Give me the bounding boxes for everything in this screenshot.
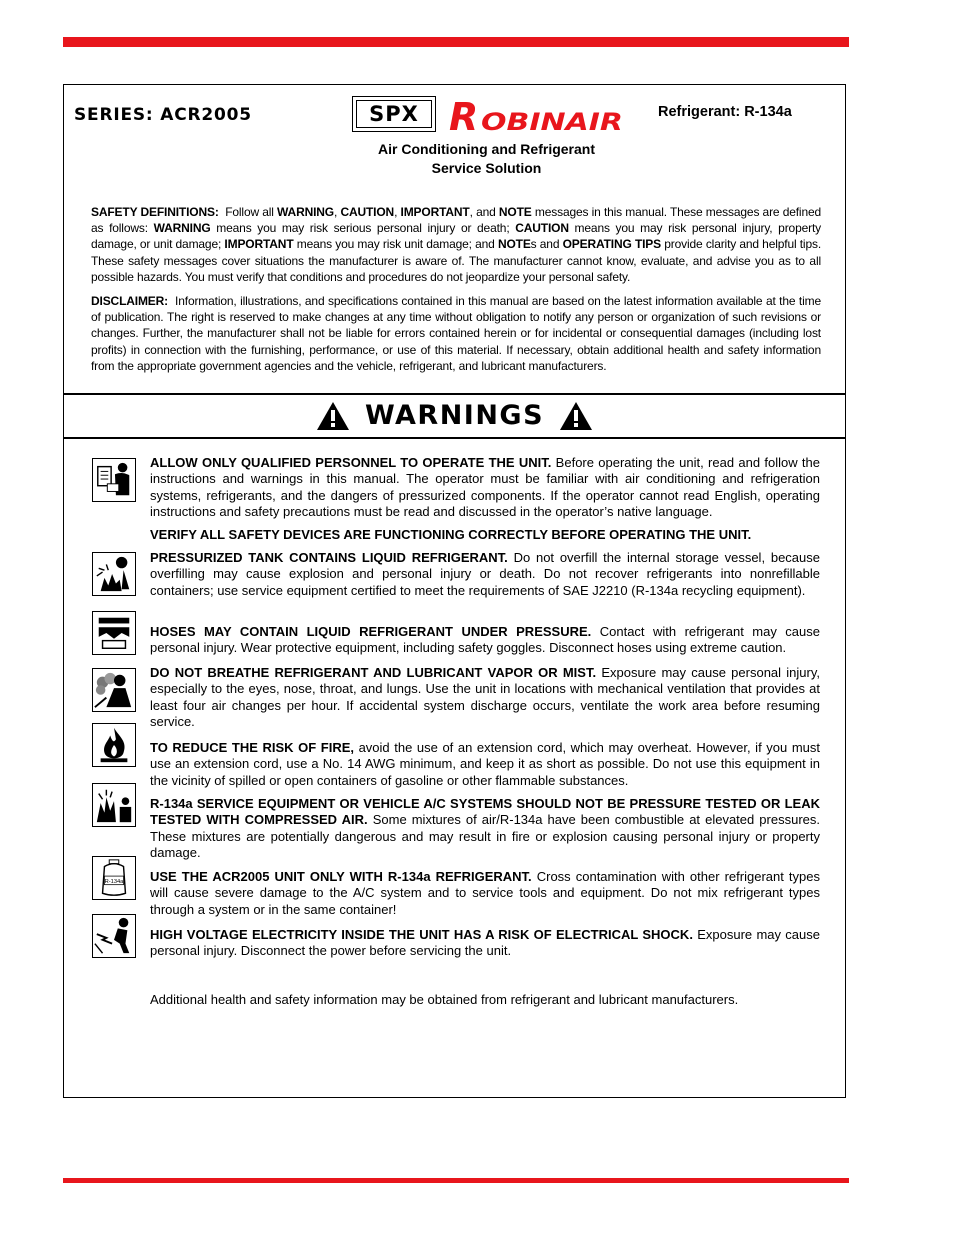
text: provide clarity and helpful tips. These safety messages cover situations the manufacturer is aware of. The manufacturer cannot know, evaluate, and advise you as to all possible hazards. You must verify that conditions and procedures do not jeopardize your personal safety. — [91, 237, 821, 284]
spx-logo-text: SPX — [356, 100, 432, 128]
warning-triangle-icon — [315, 400, 351, 432]
text: means you may risk personal injury, property damage, or unit damage; — [91, 221, 821, 252]
warning-triangle-icon — [558, 400, 594, 432]
text: messages in this manual. These messages are defined as follows: — [91, 205, 822, 236]
warnings-heading — [64, 397, 845, 435]
refrigerant-label: Refrigerant: R-134a — [658, 104, 792, 120]
warning-qualified-personnel — [150, 455, 820, 521]
warning-compressed-air — [150, 796, 820, 862]
read-manual-icon — [92, 458, 136, 502]
warning-headline: R-134a SERVICE EQUIPMENT OR VEHICLE A/C SYSTEMS SHOULD NOT BE PRESSURE TESTED OR LEAK TESTED WITH COMPRESSED AIR. — [150, 796, 820, 828]
term-caution: CAUTION — [515, 221, 569, 236]
spx-logo — [352, 96, 436, 132]
safety-definitions — [91, 204, 821, 285]
text: s and — [530, 237, 563, 252]
warnings-title: WARNINGS — [364, 400, 545, 431]
electric-shock-icon — [92, 914, 136, 958]
robinair-logo-rest: OBINAIR — [481, 108, 623, 136]
tank-label: R-134a — [104, 878, 124, 885]
disclaimer-label: DISCLAIMER: — [91, 294, 169, 308]
warning-headline: ALLOW ONLY QUALIFIED PERSONNEL TO OPERATE THE UNIT. — [150, 455, 552, 470]
top-red-bar — [63, 37, 849, 47]
warning-pressurized-tank — [150, 550, 820, 599]
text: means you may risk unit damage; and — [293, 237, 498, 252]
warning-high-voltage — [150, 927, 820, 960]
warning-headline: USE THE ACR2005 UNIT ONLY WITH R-134a REFRIGERANT. — [150, 869, 532, 884]
term-warning: WARNING — [277, 205, 334, 219]
term-note: NOTE — [498, 205, 532, 219]
text: , — [334, 205, 341, 219]
warning-body: Do not overfill the internal storage vessel, because overfilling may cause explosion and personal injury or death. Do not recover refrigerants into nonrefillable containers; use service equipment certified to meet the requirements of SAE J2210 (R-134a recycling equipment). — [150, 550, 820, 598]
footer-note: Additional health and safety information may be obtained from refrigerant and lubricant manufacturers. — [150, 992, 739, 1007]
disclaimer — [91, 293, 821, 374]
series-title: SERIES: ACR2005 — [74, 105, 252, 125]
subtitle-line-1: Air Conditioning and Refrigerant — [378, 141, 595, 157]
disclaimer-text: Information, illustrations, and specifications contained in this manual are based on the latest information available at the time of publication. The right is reserved to make changes at any time without obligation to notify any person or organization of such revisions or changes. Further, the manufacturer shall not be liable for errors contained herein or for incidental or consequential damages (including lost profits) in connection with the furnishing, performance, or use of this material. If necessary, obtain additional health and safety information from the appropriate government agencies and the vehicle, refrigerant, and lubricant manufacturers. — [91, 294, 821, 373]
warning-headline: HIGH VOLTAGE ELECTRICITY INSIDE THE UNIT HAS A RISK OF ELECTRICAL SHOCK. — [150, 927, 693, 942]
term-warning: WARNING — [153, 221, 211, 236]
warning-body: Exposure may cause personal injury. Disconnect the power before servicing the unit. — [150, 927, 820, 959]
fire-icon — [92, 723, 136, 767]
warning-headline: PRESSURIZED TANK CONTAINS LIQUID REFRIGERANT. — [150, 550, 508, 565]
safety-label: SAFETY DEFINITIONS: — [91, 205, 219, 219]
bottom-red-bar — [63, 1178, 849, 1183]
text: means you may risk serious personal injury or death; — [210, 221, 516, 236]
robinair-logo — [447, 97, 627, 137]
warning-body: avoid the use of an extension cord, which may overheat. However, if you must use an extension cord, use a No. 14 AWG minimum, and keep it as short as possible. Do not use this equipment in the vicinity of spilled or open containers of gasoline or other flammable substances. — [150, 740, 820, 788]
term-important: IMPORTANT — [224, 237, 294, 252]
warning-headline: TO REDUCE THE RISK OF FIRE, — [150, 740, 354, 755]
text: , — [394, 205, 401, 219]
term-operating-tips: OPERATING TIPS — [562, 237, 662, 252]
product-subtitle — [64, 140, 909, 178]
text: , and — [469, 205, 499, 219]
warning-headline: HOSES MAY CONTAIN LIQUID REFRIGERANT UNDER PRESSURE. — [150, 624, 592, 639]
warning-headline: VERIFY ALL SAFETY DEVICES ARE FUNCTIONING CORRECTLY BEFORE OPERATING THE UNIT. — [150, 527, 752, 542]
warning-body: Cross contamination with other refrigerant types will cause severe damage to the A/C system and to service tools and equipment. Do not mix refrigerant types through a system or in the same container! — [150, 869, 820, 917]
term-note: NOTE — [497, 237, 531, 252]
warning-body: Exposure may cause personal injury, especially to the eyes, nose, throat, and lungs. Use the unit in locations with mechanical ventilation that provides at least four air changes per hour. If accidental system discharge occurs, ventilate the work area before resuming service. — [150, 665, 820, 730]
robinair-logo-r: R — [449, 97, 479, 137]
text: Follow all — [225, 205, 278, 219]
r134a-tank-icon — [92, 856, 136, 900]
warning-safety-devices — [150, 527, 820, 543]
divider — [64, 393, 845, 395]
explosion-icon — [92, 552, 136, 596]
warning-vapor — [150, 665, 820, 731]
warning-r134a-only — [150, 869, 820, 918]
term-caution: CAUTION — [340, 205, 395, 219]
compressed-air-fire-icon — [92, 783, 136, 827]
safety-goggles-icon — [92, 611, 136, 655]
warning-hoses — [150, 624, 820, 657]
term-important: IMPORTANT — [400, 205, 470, 219]
warning-fire — [150, 740, 820, 789]
document-frame — [63, 84, 846, 1098]
warning-body: Before operating the unit, read and follow the instructions and warnings in this manual. The operator must be familiar with air conditioning and refrigeration systems, refrigerants, and the dangers of pressurized components. If the operator cannot read English, operating instructions and safety precautions must be read and discussed in the operator’s native language. — [150, 455, 820, 520]
warning-body: Contact with refrigerant may cause personal injury. Wear protective equipment, including safety goggles. Disconnect hoses using extreme caution. — [150, 624, 820, 656]
divider — [64, 437, 845, 439]
subtitle-line-2: Service Solution — [431, 160, 542, 176]
warning-headline: DO NOT BREATHE REFRIGERANT AND LUBRICANT VAPOR OR MIST. — [150, 665, 597, 680]
vapor-hazard-icon — [92, 668, 136, 712]
warning-body: Some mixtures of air/R-134a have been combustible at elevated pressures. These mixtures are potentially dangerous and may result in fire or explosion causing personal injury or property damage. — [150, 812, 820, 861]
